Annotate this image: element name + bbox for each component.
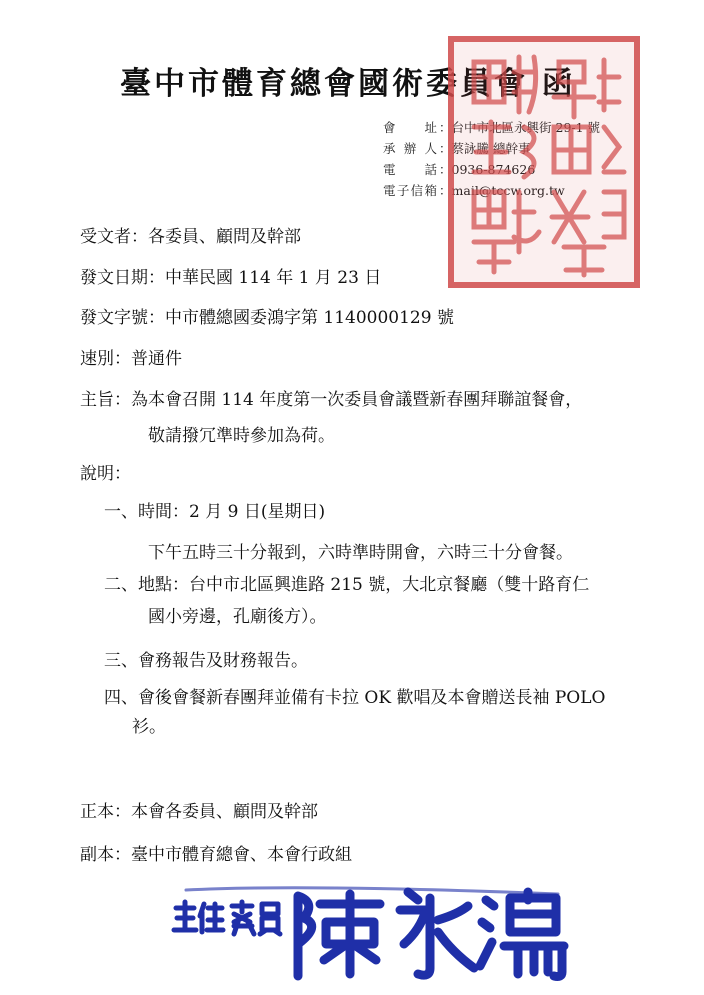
info-contact: 承辦人 ：蔡詠騰 總幹事: [383, 141, 531, 156]
explanation-item-1-detail: 下午五時三十分報到，六時準時開會，六時三十分會餐。: [148, 543, 573, 563]
info-email: 電子信箱 ：mail@tccw.org.tw: [383, 183, 565, 198]
signature-stamp-icon: [168, 880, 578, 988]
seal-icon: [451, 42, 634, 282]
explanation-item-4-cont: 衫。: [132, 717, 166, 737]
info-contact-value: 蔡詠騰 總幹事: [451, 141, 531, 156]
carbon-copy-line: 副本：臺中市體育總會、本會行政組: [80, 845, 352, 865]
explanation-item-4: 四、會後會餐新春團拜並備有卡拉 OK 歡唱及本會贈送長袖 POLO: [104, 688, 606, 708]
subject-line-2: 敬請撥冗準時參加為荷。: [148, 426, 335, 446]
speed-line: 速別：普通件: [80, 349, 182, 369]
info-address-value: 台中市北區永興街 29-1 號: [451, 120, 601, 135]
info-phone-label: 電 話: [383, 162, 437, 177]
explanation-item-3: 三、會務報告及財務報告。: [104, 651, 308, 671]
info-phone: 電 話 ：0936-874626: [383, 162, 536, 177]
recipient-line: 受文者：各委員、顧問及幹部: [80, 227, 301, 247]
info-email-label: 電子信箱: [383, 183, 437, 198]
document-number-line: 發文字號：中市體總國委鴻字第 1140000129 號: [80, 308, 454, 328]
original-copy-line: 正本：本會各委員、顧問及幹部: [80, 802, 318, 822]
info-contact-label: 承辦人: [383, 141, 437, 156]
official-seal-stamp: [448, 36, 640, 288]
explanation-item-2: 二、地點：台中市北區興進路 215 號，大北京餐廳（雙十路育仁: [104, 575, 590, 595]
chairman-signature-stamp: [168, 880, 578, 988]
info-email-value: mail@tccw.org.tw: [451, 183, 565, 198]
info-address: 會 址 ：台中市北區永興街 29-1 號: [383, 120, 601, 135]
info-phone-value: 0936-874626: [451, 162, 536, 177]
explanation-heading: 說明：: [80, 464, 131, 484]
issue-date-line: 發文日期：中華民國 114 年 1 月 23 日: [80, 268, 382, 288]
info-address-label: 會 址: [383, 120, 437, 135]
subject-line-1: 主旨：為本會召開 114 年度第一次委員會議暨新春團拜聯誼餐會，: [80, 390, 583, 410]
document-title: 臺中市體育總會國術委員會 函: [120, 66, 576, 102]
explanation-item-1: 一、時間：2 月 9 日(星期日): [104, 502, 326, 522]
explanation-item-2-cont: 國小旁邊，孔廟後方）。: [148, 607, 327, 627]
